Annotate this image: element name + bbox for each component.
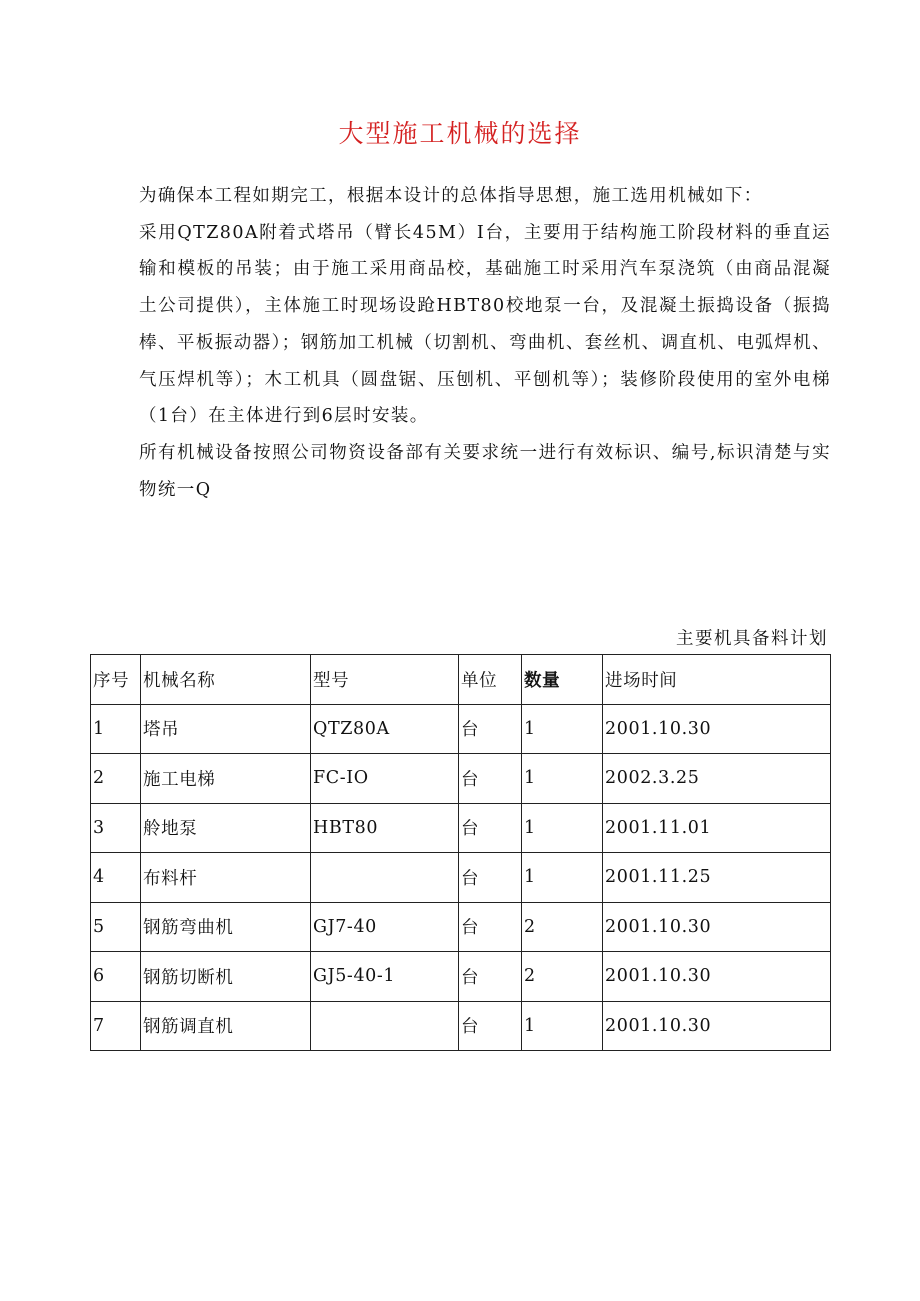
table-row: [91, 1001, 831, 1051]
table-header-row: [91, 655, 831, 705]
header-serial: 序号: [91, 655, 141, 705]
cell-quantity: 1: [522, 803, 603, 853]
cell-unit: 台: [459, 1001, 522, 1051]
table-row: [91, 704, 831, 754]
cell-quantity: 1: [522, 704, 603, 754]
cell-arrival-time: 2001.11.25: [603, 853, 831, 903]
table-row: [91, 952, 831, 1002]
cell-quantity: 1: [522, 754, 603, 804]
cell-machine-name: 施工电梯: [141, 754, 311, 804]
cell-quantity: 2: [522, 902, 603, 952]
cell-quantity: 2: [522, 952, 603, 1002]
cell-arrival-time: 2001.10.30: [603, 902, 831, 952]
header-arrival-time: 进场时间: [603, 655, 831, 705]
cell-unit: 台: [459, 754, 522, 804]
cell-model: QTZ80A: [311, 704, 459, 754]
machinery-paragraph: 采用QTZ80A附着式塔吊（臂长45M）I台，主要用于结构施工阶段材料的垂直运输和模板的吊装；由于施工采用商品校，基础施工时采用汽车泵浇筑（由商品混凝土公司提供），主体施工时现场设跄HBT80校地泵一台，及混凝土振捣设备（振捣棒、平板振动器）；钢筋加工机械（切割机、弯曲机、套丝机、调直机、电弧焊机、气压焊机等）；木工机具（圆盘锯、压刨机、平刨机等）；装修阶段使用的室外电梯（1台）在主体进行到6层时安装。: [139, 222, 831, 427]
cell-machine-name: 塔吊: [141, 704, 311, 754]
header-unit: 单位: [459, 655, 522, 705]
header-machine-name: 机械名称: [141, 655, 311, 705]
cell-arrival-time: 2001.10.30: [603, 704, 831, 754]
table-row: [91, 754, 831, 804]
header-model: 型号: [311, 655, 459, 705]
intro-paragraph: 为确保本工程如期完工，根据本设计的总体指导思想，施工选用机械如下：: [139, 186, 763, 206]
cell-model: [311, 853, 459, 903]
table-row: [91, 803, 831, 853]
table-caption: 主要机具备料计划: [676, 629, 828, 649]
cell-model: GJ5-40-1: [311, 952, 459, 1002]
cell-quantity: 1: [522, 853, 603, 903]
labeling-paragraph: 所有机械设备按照公司物资设备部有关要求统一进行有效标识、编号,标识清楚与实物统一Q: [139, 442, 831, 500]
cell-model: FC-IO: [311, 754, 459, 804]
cell-machine-name: 钢筋切断机: [141, 952, 311, 1002]
cell-unit: 台: [459, 902, 522, 952]
body-text: [139, 178, 831, 508]
cell-machine-name: 布料杆: [141, 853, 311, 903]
cell-serial: 4: [91, 853, 141, 903]
table-row: [91, 902, 831, 952]
cell-serial: 7: [91, 1001, 141, 1051]
cell-machine-name: 钢筋弯曲机: [141, 902, 311, 952]
cell-unit: 台: [459, 952, 522, 1002]
cell-serial: 6: [91, 952, 141, 1002]
cell-machine-name: 舲地泵: [141, 803, 311, 853]
cell-machine-name: 钢筋调直机: [141, 1001, 311, 1051]
cell-serial: 2: [91, 754, 141, 804]
cell-arrival-time: 2002.3.25: [603, 754, 831, 804]
equipment-table: [90, 654, 831, 1051]
cell-arrival-time: 2001.11.01: [603, 803, 831, 853]
cell-model: GJ7-40: [311, 902, 459, 952]
cell-model: [311, 1001, 459, 1051]
cell-model: HBT80: [311, 803, 459, 853]
cell-arrival-time: 2001.10.30: [603, 1001, 831, 1051]
cell-serial: 5: [91, 902, 141, 952]
table-row: [91, 853, 831, 903]
cell-unit: 台: [459, 704, 522, 754]
cell-arrival-time: 2001.10.30: [603, 952, 831, 1002]
cell-unit: 台: [459, 853, 522, 903]
cell-serial: 1: [91, 704, 141, 754]
cell-serial: 3: [91, 803, 141, 853]
page-title: 大型施工机械的选择: [338, 119, 582, 148]
cell-quantity: 1: [522, 1001, 603, 1051]
cell-unit: 台: [459, 803, 522, 853]
header-quantity: 数量: [522, 655, 603, 705]
